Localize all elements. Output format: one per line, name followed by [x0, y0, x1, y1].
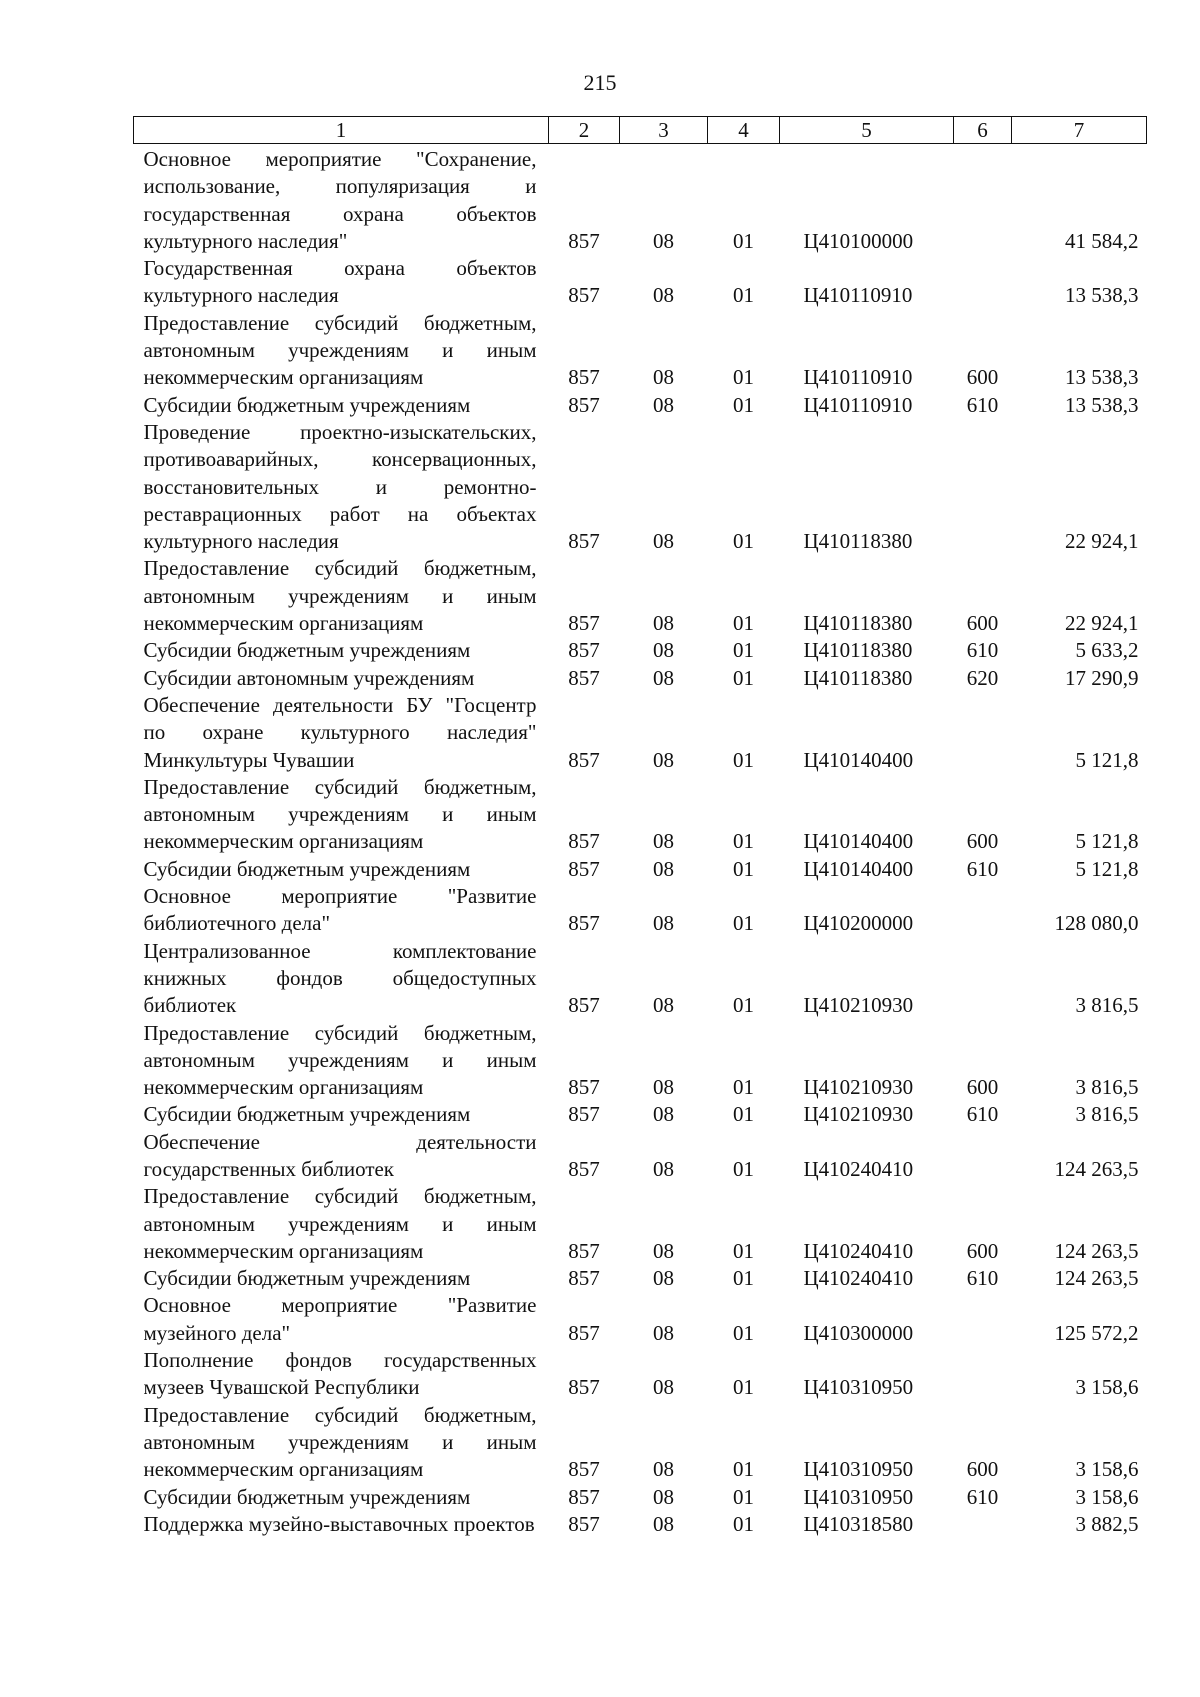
row-razdel: 08: [653, 1102, 674, 1127]
table-row: [134, 883, 1147, 938]
row-target-article: Ц410210930: [803, 1075, 914, 1100]
row-sum: 3 816,5: [1075, 1102, 1139, 1127]
row-sum: 13 538,3: [1065, 365, 1139, 390]
row-target-article: Ц410200000: [803, 911, 914, 936]
row-razdel: 08: [653, 611, 674, 636]
row-razdel: 08: [653, 1320, 674, 1345]
row-name: Основное мероприятие "Развитие музейного дела": [143, 1293, 537, 1345]
row-expense-type: [954, 692, 1012, 774]
header-row: [134, 117, 1147, 144]
col-header-razdel: 3: [620, 117, 708, 144]
row-razdel: 08: [653, 1156, 674, 1181]
row-expense-type: 600: [966, 365, 999, 390]
row-name: Государственная охрана объектов культурного наследия: [143, 256, 537, 308]
row-sum: 22 924,1: [1065, 611, 1139, 636]
row-glava: 857: [568, 365, 600, 390]
row-podrazdel: 01: [733, 365, 754, 390]
table-body: [134, 144, 1147, 1539]
row-expense-type: [954, 419, 1012, 555]
row-podrazdel: 01: [733, 747, 754, 772]
row-target-article: Ц410240410: [803, 1156, 914, 1181]
row-expense-type: 600: [966, 611, 999, 636]
row-sum: 128 080,0: [1054, 911, 1139, 936]
row-expense-type: 600: [966, 1457, 999, 1482]
row-razdel: 08: [653, 1484, 674, 1509]
page-number: 215: [583, 70, 617, 95]
row-sum: 3 158,6: [1075, 1484, 1139, 1509]
row-target-article: Ц410318580: [803, 1511, 914, 1536]
row-podrazdel: 01: [733, 911, 754, 936]
row-podrazdel: 01: [733, 1156, 754, 1181]
row-glava: 857: [568, 1102, 600, 1127]
row-expense-type: [954, 1511, 1012, 1538]
row-glava: 857: [568, 1320, 600, 1345]
table-row: [134, 774, 1147, 856]
row-target-article: Ц410100000: [803, 228, 914, 253]
col-header-podrazdel: 4: [708, 117, 780, 144]
row-podrazdel: 01: [733, 1511, 754, 1536]
row-razdel: 08: [653, 1238, 674, 1263]
row-podrazdel: 01: [733, 529, 754, 554]
row-sum: 5 121,8: [1075, 747, 1139, 772]
row-expense-type: 610: [966, 1266, 999, 1291]
row-podrazdel: 01: [733, 829, 754, 854]
row-sum: 124 263,5: [1054, 1238, 1139, 1263]
row-glava: 857: [568, 1156, 600, 1181]
row-podrazdel: 01: [733, 638, 754, 663]
row-name: Предоставление субсидий бюджетным, автономным учреждениям и иным некоммерческим организациям: [143, 1402, 537, 1482]
row-target-article: Ц410118380: [803, 638, 913, 663]
row-expense-type: [954, 1292, 1012, 1347]
row-glava: 857: [568, 529, 600, 554]
row-name: Основное мероприятие "Развитие библиотечного дела": [143, 884, 537, 936]
row-podrazdel: 01: [733, 1375, 754, 1400]
row-glava: 857: [568, 1238, 600, 1263]
row-glava: 857: [568, 911, 600, 936]
table-row: [134, 1101, 1147, 1128]
row-glava: 857: [568, 993, 600, 1018]
table-row: [134, 255, 1147, 310]
row-sum: 3 158,6: [1075, 1457, 1139, 1482]
row-podrazdel: 01: [733, 1457, 754, 1482]
row-glava: 857: [568, 392, 600, 417]
row-expense-type: 610: [966, 856, 999, 881]
row-razdel: 08: [653, 747, 674, 772]
row-sum: 3 816,5: [1075, 1075, 1139, 1100]
col-header-target-article: 5: [780, 117, 954, 144]
table-row: [134, 1020, 1147, 1102]
row-target-article: Ц410140400: [803, 747, 914, 772]
table-row: [134, 692, 1147, 774]
row-name: Предоставление субсидий бюджетным, автономным учреждениям и иным некоммерческим организациям: [143, 1020, 537, 1100]
row-sum: 17 290,9: [1065, 665, 1139, 690]
row-razdel: 08: [653, 829, 674, 854]
row-expense-type: [954, 144, 1012, 256]
row-razdel: 08: [653, 911, 674, 936]
row-name: Субсидии бюджетным учреждениям: [143, 638, 471, 663]
row-expense-type: [954, 255, 1012, 310]
row-glava: 857: [568, 638, 600, 663]
row-sum: 22 924,1: [1065, 529, 1139, 554]
table-row: [134, 144, 1147, 256]
row-razdel: 08: [653, 993, 674, 1018]
row-podrazdel: 01: [733, 1320, 754, 1345]
table-row: [134, 1292, 1147, 1347]
row-target-article: Ц410118380: [803, 529, 913, 554]
row-podrazdel: 01: [733, 1266, 754, 1291]
row-podrazdel: 01: [733, 665, 754, 690]
row-glava: 857: [568, 1511, 600, 1536]
row-sum: 3 882,5: [1075, 1511, 1139, 1536]
table-row: [134, 1347, 1147, 1402]
table-row: [134, 938, 1147, 1020]
table-row: [134, 856, 1147, 883]
row-glava: 857: [568, 611, 600, 636]
row-name: Субсидии бюджетным учреждениям: [143, 1102, 471, 1127]
row-glava: 857: [568, 1375, 600, 1400]
row-razdel: 08: [653, 1266, 674, 1291]
row-name: Централизованное комплектование книжных фондов общедоступных библиотек: [143, 938, 537, 1018]
row-podrazdel: 01: [733, 283, 754, 308]
row-sum: 3 158,6: [1075, 1375, 1139, 1400]
row-glava: 857: [568, 856, 600, 881]
col-header-glava: 2: [549, 117, 620, 144]
row-razdel: 08: [653, 1075, 674, 1100]
row-target-article: Ц410140400: [803, 829, 914, 854]
row-sum: 5 121,8: [1075, 829, 1139, 854]
row-name: Предоставление субсидий бюджетным, автономным учреждениям и иным некоммерческим организациям: [143, 774, 537, 854]
row-podrazdel: 01: [733, 392, 754, 417]
row-name: Предоставление субсидий бюджетным, автономным учреждениям и иным некоммерческим организациям: [143, 310, 537, 390]
row-target-article: Ц410210930: [803, 1102, 914, 1127]
row-expense-type: [954, 1347, 1012, 1402]
row-sum: 5 121,8: [1075, 856, 1139, 881]
row-podrazdel: 01: [733, 1075, 754, 1100]
row-razdel: 08: [653, 283, 674, 308]
table-row: [134, 310, 1147, 392]
table-row: [134, 555, 1147, 637]
row-razdel: 08: [653, 1511, 674, 1536]
row-glava: 857: [568, 1075, 600, 1100]
row-expense-type: 600: [966, 1075, 999, 1100]
row-name: Обеспечение деятельности государственных библиотек: [143, 1129, 537, 1181]
row-glava: 857: [568, 829, 600, 854]
row-glava: 857: [568, 283, 600, 308]
row-target-article: Ц410118380: [803, 665, 913, 690]
row-glava: 857: [568, 228, 600, 253]
row-expense-type: 610: [966, 392, 999, 417]
row-razdel: 08: [653, 1375, 674, 1400]
row-sum: 13 538,3: [1065, 392, 1139, 417]
row-expense-type: 610: [966, 638, 999, 663]
col-header-expense-type: 6: [954, 117, 1012, 144]
row-name: Основное мероприятие "Сохранение, использование, популяризация и государственная охрана объектов культурного наследия": [143, 147, 537, 253]
row-target-article: Ц410118380: [803, 611, 913, 636]
row-target-article: Ц410240410: [803, 1238, 914, 1263]
row-razdel: 08: [653, 856, 674, 881]
table-row: [134, 637, 1147, 664]
table-row: [134, 1265, 1147, 1292]
table-row: [134, 1484, 1147, 1511]
row-name: Субсидии бюджетным учреждениям: [143, 1484, 471, 1509]
row-name: Проведение проектно-изыскательских, противоаварийных, консервационных, восстановительных и ремонтно-реставрационных работ на объектах культурного наследия: [143, 419, 537, 554]
table-row: [134, 665, 1147, 692]
row-razdel: 08: [653, 365, 674, 390]
row-name: Обеспечение деятельности БУ "Госцентр по охране культурного наследия" Минкультуры Чувашии: [143, 692, 537, 772]
row-glava: 857: [568, 747, 600, 772]
row-sum: 5 633,2: [1075, 638, 1139, 663]
row-target-article: Ц410240410: [803, 1266, 914, 1291]
budget-table: [133, 116, 1147, 1538]
row-razdel: 08: [653, 529, 674, 554]
row-name: Субсидии автономным учреждениям: [143, 665, 475, 690]
row-expense-type: 600: [966, 829, 999, 854]
row-podrazdel: 01: [733, 856, 754, 881]
row-razdel: 08: [653, 1457, 674, 1482]
row-name: Субсидии бюджетным учреждениям: [143, 1266, 471, 1291]
row-sum: 41 584,2: [1065, 228, 1139, 253]
table-row: [134, 1402, 1147, 1484]
row-expense-type: [954, 883, 1012, 938]
row-sum: 125 572,2: [1054, 1320, 1139, 1345]
row-razdel: 08: [653, 392, 674, 417]
row-sum: 124 263,5: [1054, 1156, 1139, 1181]
row-podrazdel: 01: [733, 611, 754, 636]
row-expense-type: [954, 1129, 1012, 1184]
table-row: [134, 1183, 1147, 1265]
row-podrazdel: 01: [733, 1484, 754, 1509]
row-razdel: 08: [653, 228, 674, 253]
row-expense-type: 600: [966, 1238, 999, 1263]
row-expense-type: 610: [966, 1484, 999, 1509]
row-razdel: 08: [653, 665, 674, 690]
row-glava: 857: [568, 1457, 600, 1482]
row-sum: 3 816,5: [1075, 993, 1139, 1018]
table-row: [134, 392, 1147, 419]
row-target-article: Ц410310950: [803, 1484, 914, 1509]
col-header-sum: 7: [1012, 117, 1147, 144]
row-razdel: 08: [653, 638, 674, 663]
row-glava: 857: [568, 1266, 600, 1291]
row-expense-type: [954, 938, 1012, 1020]
row-sum: 13 538,3: [1065, 283, 1139, 308]
row-podrazdel: 01: [733, 228, 754, 253]
row-podrazdel: 01: [733, 1102, 754, 1127]
row-target-article: Ц410310950: [803, 1457, 914, 1482]
row-target-article: Ц410110910: [803, 283, 913, 308]
row-name: Субсидии бюджетным учреждениям: [143, 392, 471, 417]
table-row: [134, 1129, 1147, 1184]
row-expense-type: 610: [966, 1102, 999, 1127]
row-name: Поддержка музейно-выставочных проектов: [143, 1511, 535, 1536]
table-row: [134, 419, 1147, 555]
row-target-article: Ц410110910: [803, 392, 913, 417]
row-sum: 124 263,5: [1054, 1266, 1139, 1291]
row-glava: 857: [568, 1484, 600, 1509]
row-expense-type: 620: [966, 665, 999, 690]
row-podrazdel: 01: [733, 993, 754, 1018]
row-name: Предоставление субсидий бюджетным, автономным учреждениям и иным некоммерческим организациям: [143, 1184, 537, 1263]
row-name: Пополнение фондов государственных музеев Чувашской Республики: [143, 1348, 537, 1400]
table-row: [134, 1511, 1147, 1538]
row-name: Предоставление субсидий бюджетным, автономным учреждениям и иным некоммерческим организациям: [143, 556, 537, 636]
row-name: Субсидии бюджетным учреждениям: [143, 856, 471, 881]
row-target-article: Ц410140400: [803, 856, 914, 881]
row-glava: 857: [568, 665, 600, 690]
row-target-article: Ц410110910: [803, 365, 913, 390]
col-header-name: 1: [134, 117, 549, 144]
row-podrazdel: 01: [733, 1238, 754, 1263]
row-target-article: Ц410310950: [803, 1375, 914, 1400]
row-target-article: Ц410300000: [803, 1320, 914, 1345]
row-target-article: Ц410210930: [803, 993, 914, 1018]
